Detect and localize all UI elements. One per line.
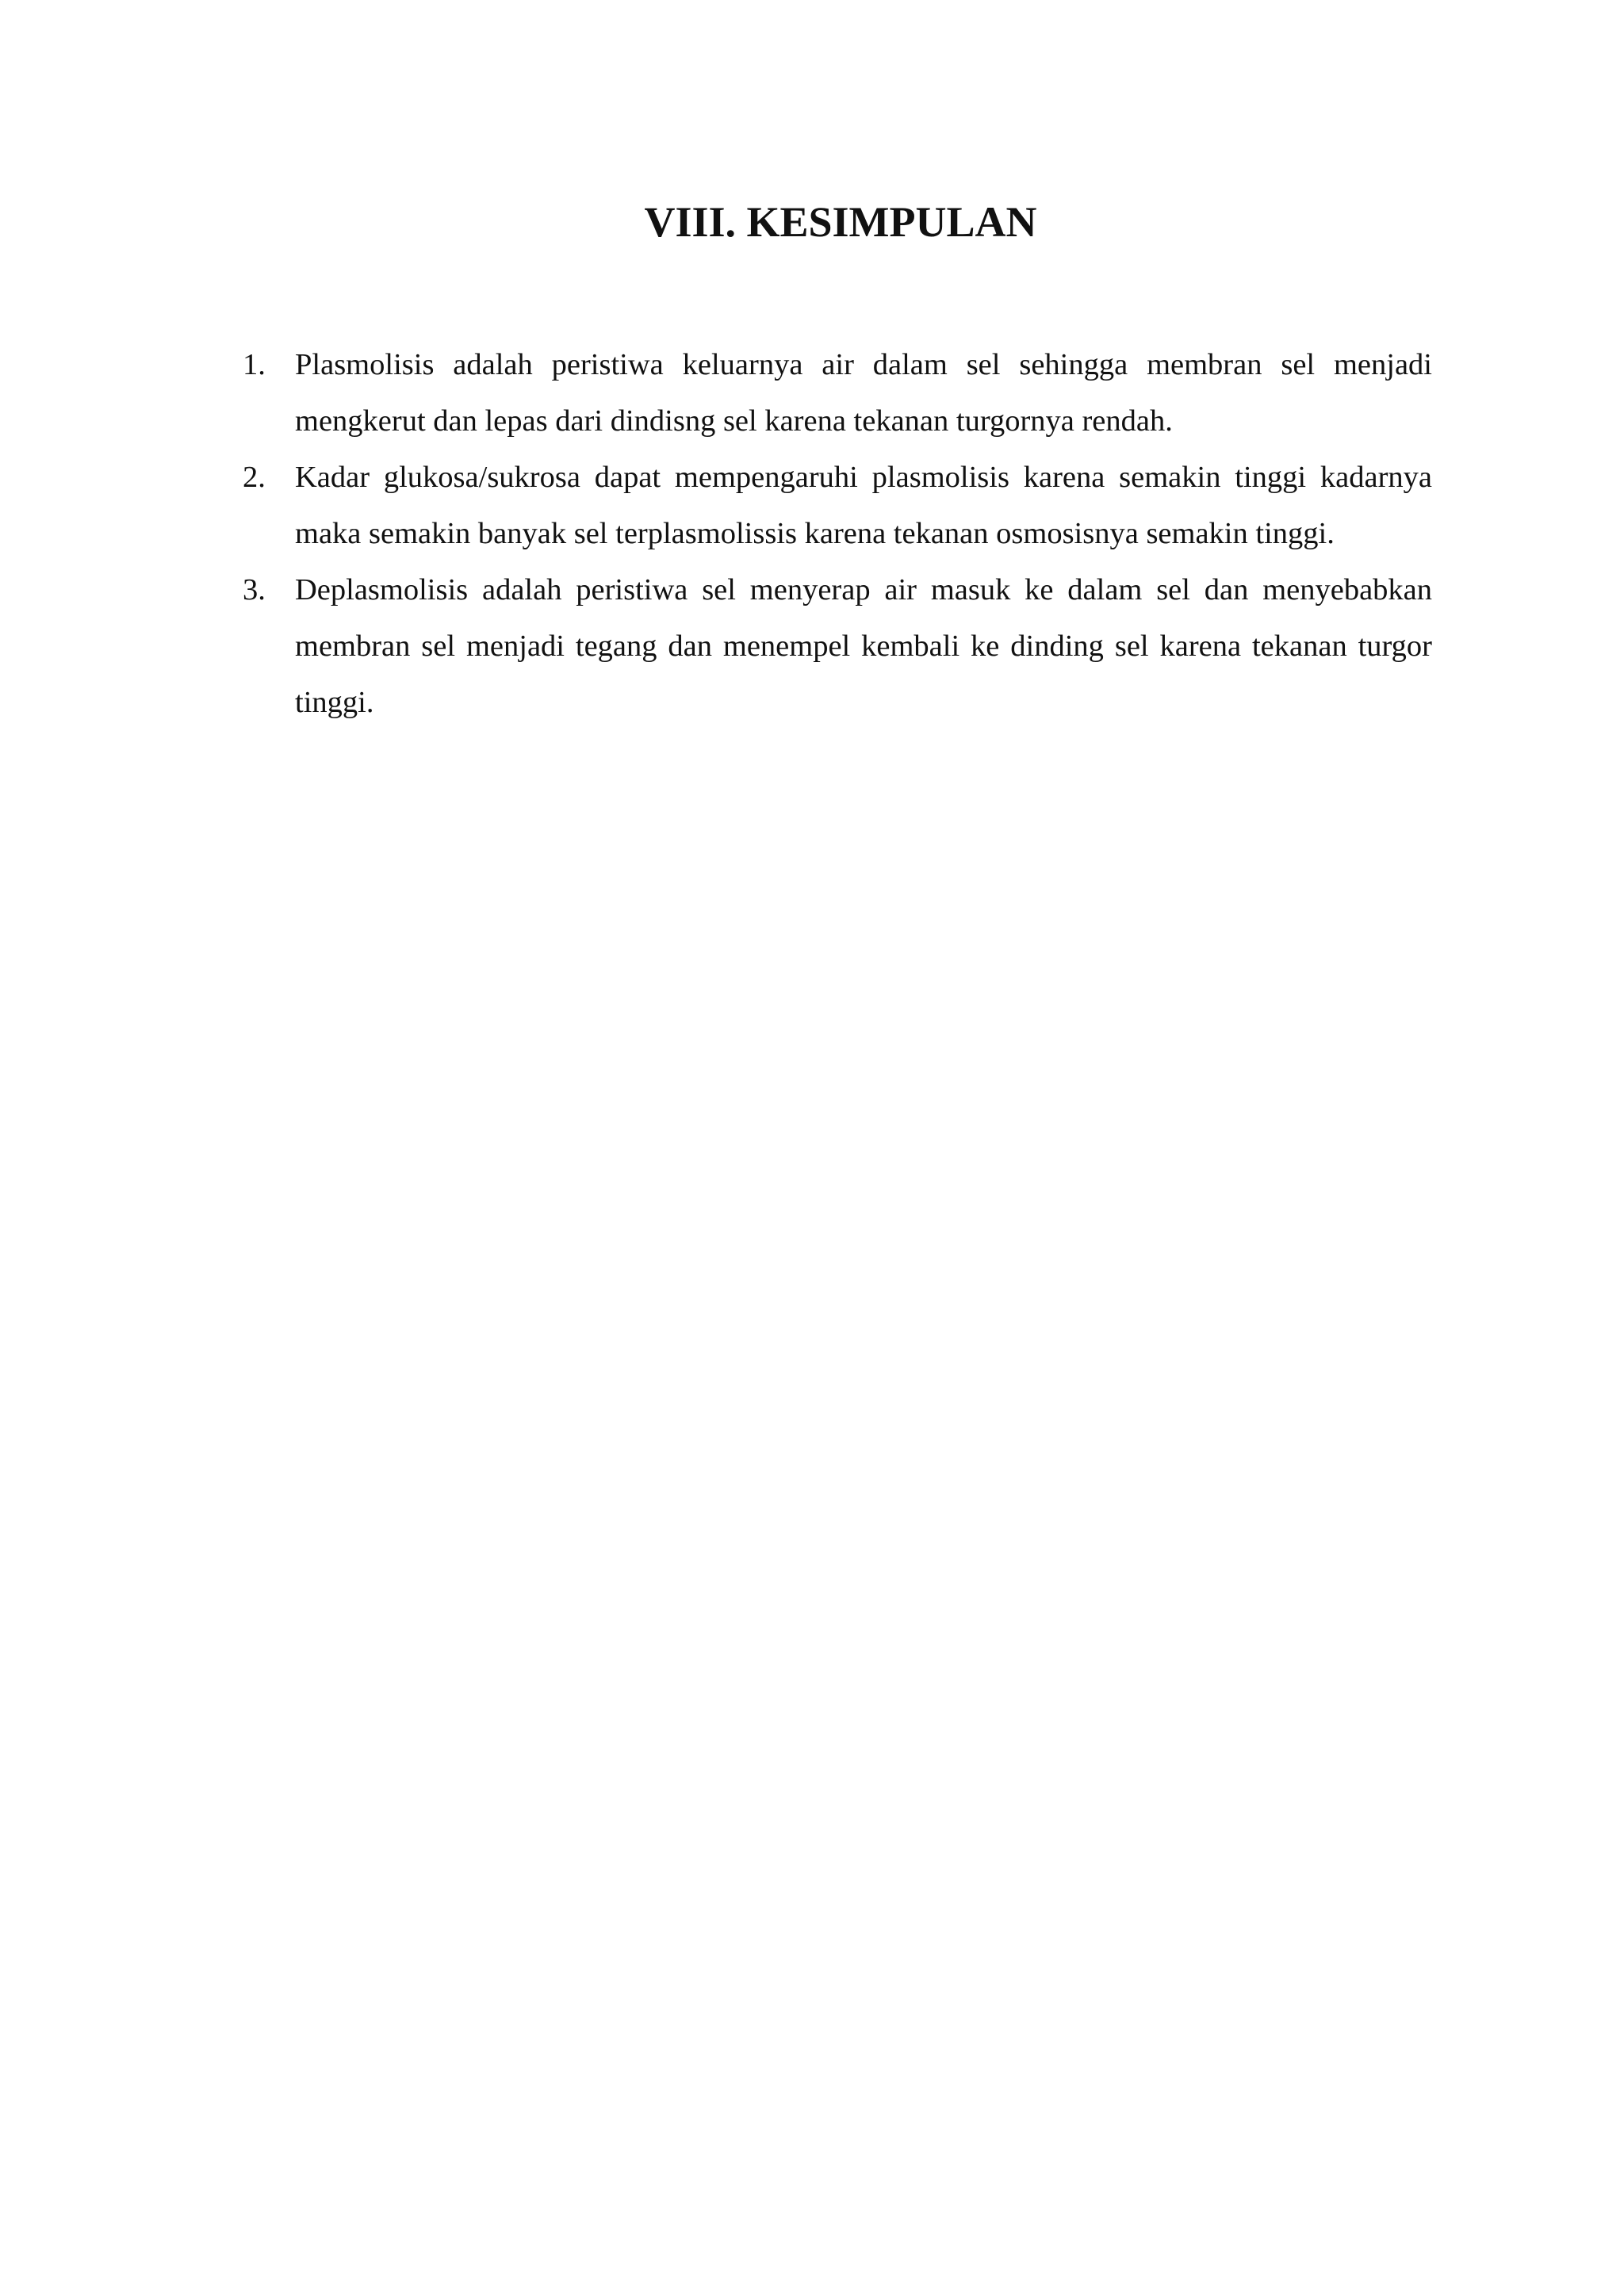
- list-item: [243, 562, 1432, 731]
- list-item-text: Plasmolisis adalah peristiwa keluarnya air dalam sel sehingga membran sel menjadi mengkerut dan lepas dari dindisng sel karena tekanan turgornya rendah.: [295, 348, 1432, 438]
- page-title: VIII. KESIMPULAN: [644, 198, 1037, 246]
- list-item-text: Kadar glukosa/sukrosa dapat mempengaruhi plasmolisis karena semakin tinggi kadarnya maka semakin banyak sel terplasmolissis karena tekanan osmosisnya semakin tinggi.: [295, 461, 1432, 550]
- conclusion-list: [243, 337, 1432, 731]
- list-item: [243, 450, 1432, 562]
- list-item-number: 3.: [243, 573, 266, 607]
- list-item-text: Deplasmolisis adalah peristiwa sel menyerap air masuk ke dalam sel dan menyebabkan membran sel menjadi tegang dan menempel kembali ke dinding sel karena tekanan turgor tinggi.: [295, 573, 1432, 719]
- list-item-number: 2.: [243, 461, 266, 494]
- list-item-number: 1.: [243, 348, 266, 381]
- list-item: [243, 337, 1432, 450]
